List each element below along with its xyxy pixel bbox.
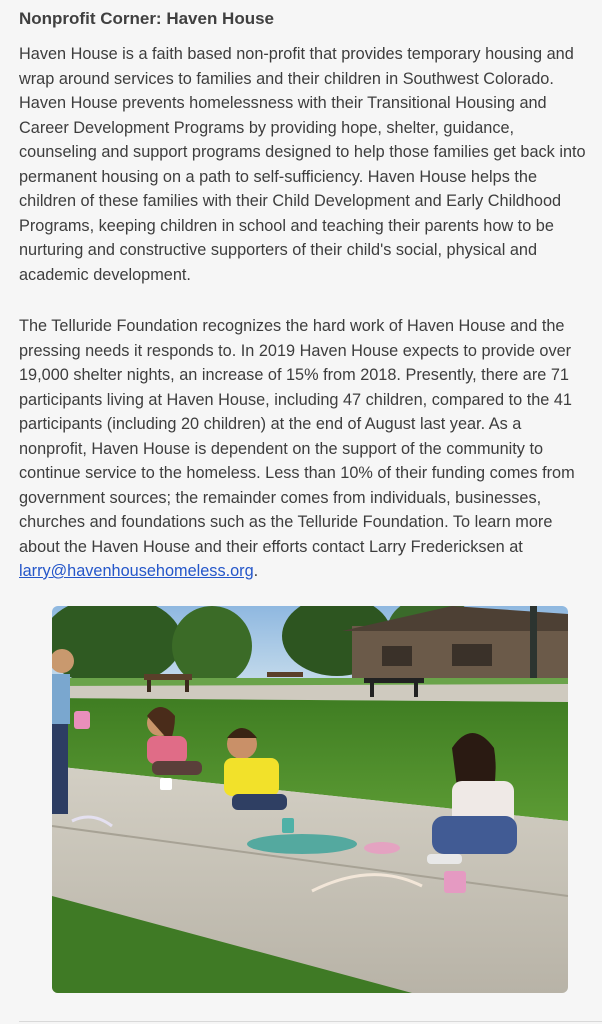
paragraph-line: permanent housing on a path to self-sufficiency. Haven House helps the xyxy=(19,167,538,186)
paragraph-line: Career Development Programs by providing hope, shelter, guidance, xyxy=(19,118,515,137)
paragraph-line: pressing needs it responds to. In 2019 Haven House expects to provide over xyxy=(19,341,572,360)
paragraph-line: children of these families with their Child Development and Early Childhood xyxy=(19,192,562,210)
paragraph-line: wrap around services to families and their children in Southwest Colorado. xyxy=(19,69,554,88)
paragraph-line: counseling and support programs designed to help those families get back into xyxy=(19,143,586,161)
contact-email-link[interactable]: larry@havenhousehomeless.org xyxy=(19,562,254,580)
paragraph-line: The Telluride Foundation recognizes the hard work of Haven House and the xyxy=(19,317,565,335)
paragraph-line: about the Haven House and their efforts contact Larry Fredericksen at xyxy=(19,537,523,556)
paragraph-line: Programs, keeping children in school and teaching their parents how to be xyxy=(19,216,554,235)
paragraph-line: nonprofit, Haven House is dependent on the support of the community to xyxy=(19,439,544,458)
paragraph-line: academic development. xyxy=(19,265,191,284)
children-chalk-photo xyxy=(52,606,568,993)
section-heading: Nonprofit Corner: Haven House xyxy=(19,9,275,28)
email-suffix: . xyxy=(253,562,259,580)
paragraph-line: participants living at Haven House, including 47 children, compared to the 41 xyxy=(19,390,572,409)
paragraph-line: continue service to the homeless. Less than 10% of their funding comes from xyxy=(19,464,575,482)
intro-paragraph xyxy=(19,42,599,287)
paragraph-line: nurturing and constructive supporters of their child's social, physical and xyxy=(19,241,538,259)
paragraph-line: Haven House is a faith based non-profit that provides temporary housing and xyxy=(19,45,574,63)
paragraph-line: 19,000 shelter nights, an increase of 15% from 2018. Presently, there are 71 xyxy=(19,366,569,384)
paragraph-line: government sources; the remainder comes from individuals, businesses, xyxy=(19,488,542,507)
section-divider xyxy=(19,1021,602,1022)
paragraph-line: participants (including 20 children) at the end of August last year. As a xyxy=(19,415,522,433)
foundation-paragraph xyxy=(19,314,599,584)
paragraph-line: churches and foundations such as the Telluride Foundation. To learn more xyxy=(19,513,553,531)
paragraph-line: Haven House prevents homelessness with their Transitional Housing and xyxy=(19,94,547,112)
email-line xyxy=(19,559,599,584)
